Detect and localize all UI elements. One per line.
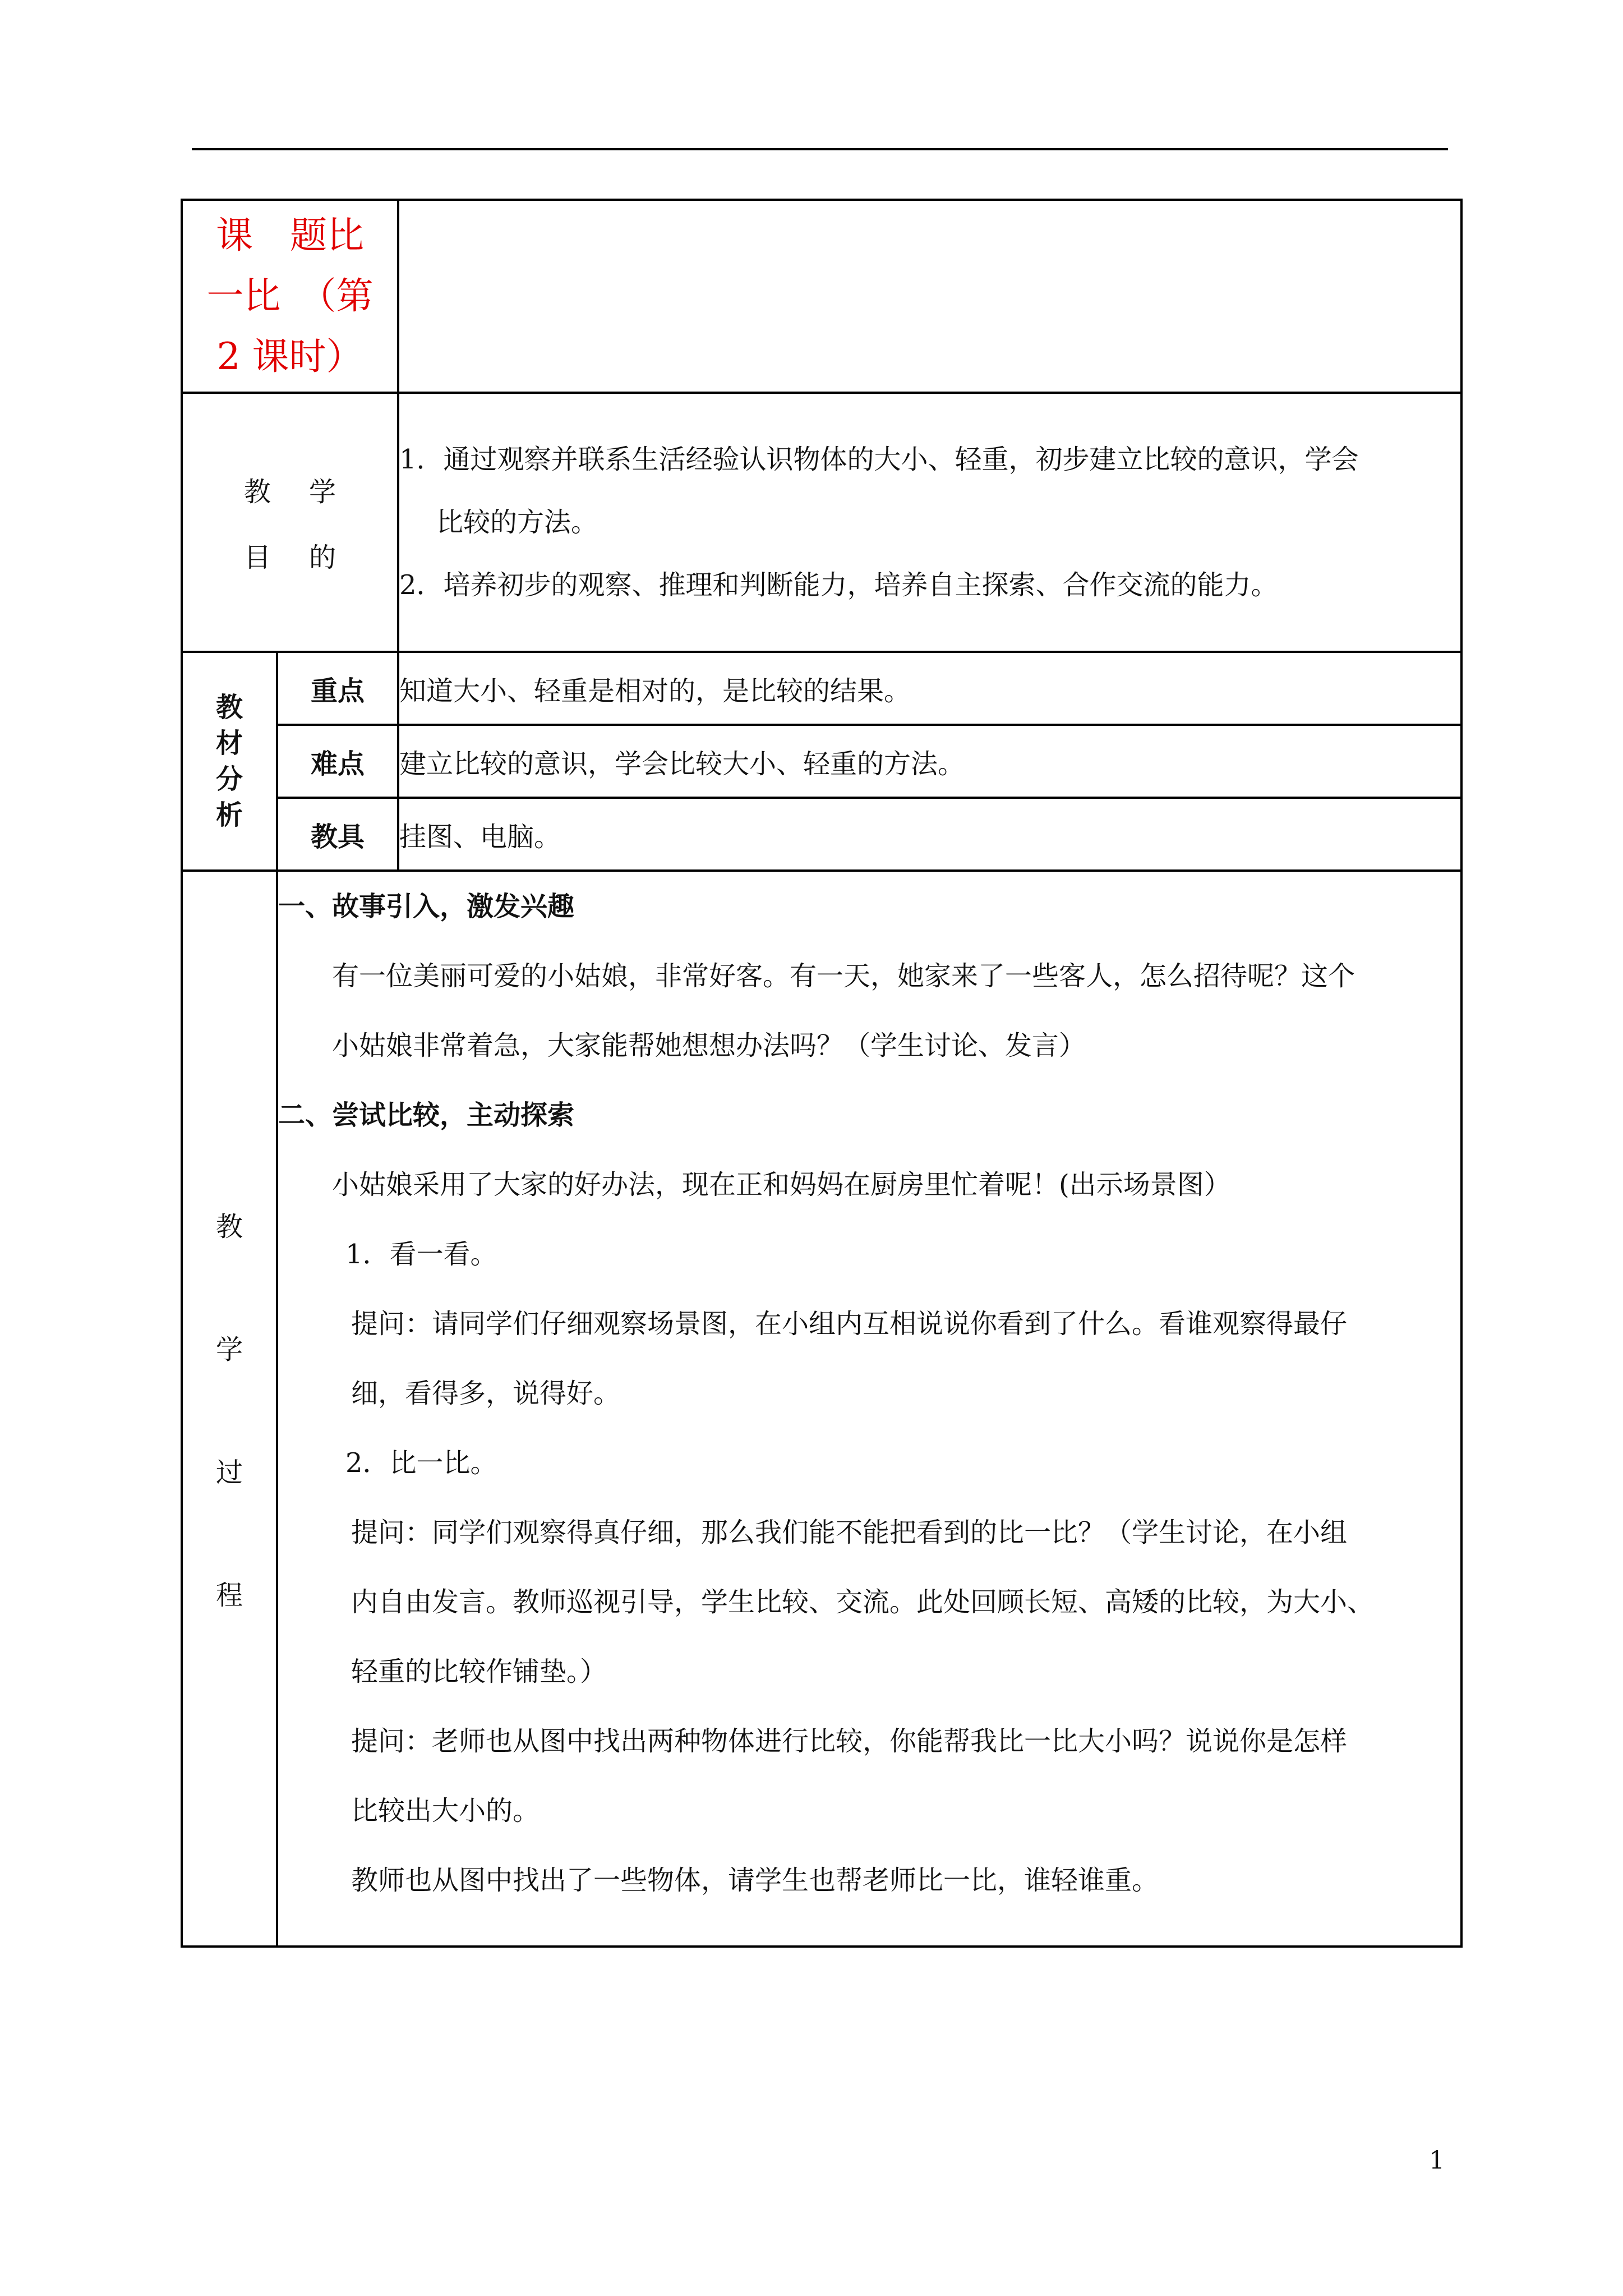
material-sub-label: 重点	[277, 652, 398, 725]
step-heading: 1．看一看。	[345, 1239, 497, 1270]
process-content	[277, 871, 1461, 1947]
page-number: 1	[1429, 2146, 1445, 2175]
process-label-char: 程	[215, 1580, 243, 1611]
goals-label-part: 目的	[243, 542, 374, 573]
section-heading: 二、尝试比较，主动探索	[278, 1099, 575, 1131]
paragraph: 提问：老师也从图中找出两种物体进行比较，你能帮我比一比大小吗？说说你是怎样	[351, 1726, 1348, 1757]
paragraph: 比较出大小的。	[351, 1795, 540, 1826]
title-line: 2 课时）	[216, 335, 363, 378]
process-label-char: 过	[215, 1457, 243, 1488]
materials-label-char: 分	[215, 763, 243, 795]
material-sub-label: 难点	[277, 725, 398, 798]
title-line: 课 题比	[216, 214, 364, 257]
goals-label-part: 教学	[243, 476, 374, 508]
header-rule	[192, 148, 1448, 150]
materials-label-char: 析	[215, 799, 243, 831]
material-row-tools	[182, 798, 1461, 871]
section-heading: 一、故事引入，激发兴趣	[278, 891, 575, 922]
title-blank-cell	[398, 200, 1461, 393]
process-row	[182, 871, 1461, 1947]
goal-item: 2．培养初步的观察、推理和判断能力，培养自主探索、合作交流的能力。	[399, 569, 1278, 601]
title-line: 一比 （第	[206, 274, 374, 318]
paragraph: 提问：同学们观察得真仔细，那么我们能不能把看到的比一比？（学生讨论，在小组	[351, 1517, 1348, 1548]
materials-label	[182, 652, 277, 871]
material-sub-label: 教具	[277, 798, 398, 871]
goals-label	[182, 393, 398, 652]
goal-item-continued: 比较的方法。	[436, 507, 598, 538]
goals-row	[182, 393, 1461, 652]
process-label	[182, 871, 277, 1947]
material-row-difficulty	[182, 725, 1461, 798]
paragraph: 轻重的比较作铺垫。）	[351, 1656, 607, 1687]
paragraph: 内自由发言。教师巡视引导，学生比较、交流。此处回顾长短、高矮的比较，为大小、	[351, 1586, 1375, 1618]
step-heading: 2．比一比。	[345, 1447, 497, 1479]
paragraph: 小姑娘采用了大家的好办法，现在正和妈妈在厨房里忙着呢！(出示场景图）	[332, 1169, 1231, 1200]
material-text: 挂图、电脑。	[398, 798, 1461, 871]
paragraph: 教师也从图中找出了一些物体，请学生也帮老师比一比，谁轻谁重。	[351, 1865, 1159, 1896]
material-row-key	[182, 652, 1461, 725]
goal-item: 1．通过观察并联系生活经验认识物体的大小、轻重，初步建立比较的意识，学会	[399, 444, 1359, 475]
lesson-title	[182, 200, 398, 393]
process-label-char: 学	[215, 1334, 243, 1365]
paragraph: 有一位美丽可爱的小姑娘，非常好客。有一天，她家来了一些客人，怎么招待呢？这个	[332, 960, 1355, 992]
material-text: 知道大小、轻重是相对的，是比较的结果。	[398, 652, 1461, 725]
material-text: 建立比较的意识，学会比较大小、轻重的方法。	[398, 725, 1461, 798]
materials-label-char: 教	[215, 692, 243, 723]
materials-label-char: 材	[215, 728, 243, 759]
paragraph: 细，看得多，说得好。	[351, 1378, 621, 1409]
paragraph: 小姑娘非常着急，大家能帮她想想办法吗？（学生讨论、发言）	[332, 1030, 1086, 1061]
process-label-char: 教	[215, 1211, 243, 1243]
lesson-plan-table	[181, 199, 1463, 1948]
title-row	[182, 200, 1461, 393]
goals-content	[398, 393, 1461, 652]
paragraph: 提问：请同学们仔细观察场景图，在小组内互相说说你看到了什么。看谁观察得最仔	[351, 1308, 1348, 1340]
